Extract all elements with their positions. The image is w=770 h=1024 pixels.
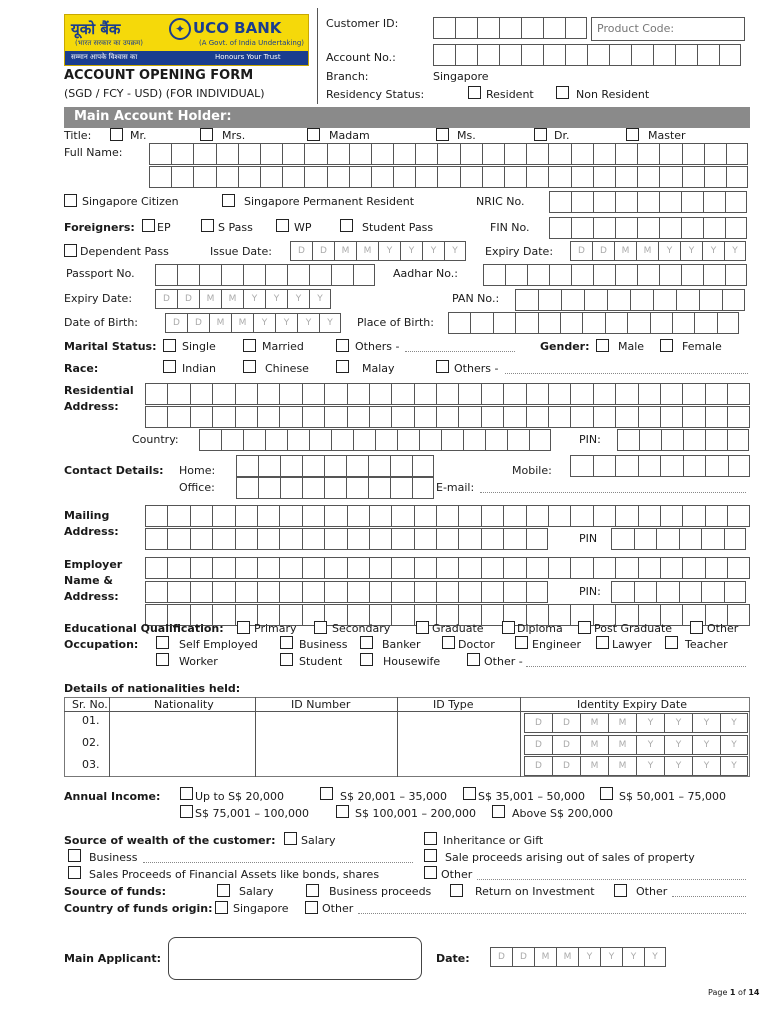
pob-field[interactable] (448, 312, 739, 334)
single-checkbox[interactable] (163, 339, 176, 352)
wealth-inheritance-checkbox[interactable] (424, 832, 437, 845)
graduate-label: Graduate (432, 622, 484, 635)
employer-row-2[interactable] (145, 581, 548, 603)
education-other-label: Other (707, 622, 739, 635)
funds-label: Source of funds: (64, 885, 166, 898)
nationalities-row-3-expiry[interactable]: D D M M Y Y Y Y (524, 756, 748, 776)
wealth-label: Source of wealth of the customer: (64, 834, 276, 847)
title-mrs-label: Mrs. (222, 129, 246, 142)
account-no-label: Account No.: (326, 51, 396, 64)
indian-label: Indian (182, 362, 216, 375)
page-prefix: Page (708, 988, 728, 997)
wealth-property-checkbox[interactable] (424, 849, 437, 862)
marital-others-line[interactable] (405, 351, 515, 352)
office-label: Office: (179, 481, 215, 494)
title-ms-checkbox[interactable] (436, 128, 449, 141)
singapore-citizen-checkbox[interactable] (64, 194, 77, 207)
worker-checkbox[interactable] (156, 653, 169, 666)
diploma-checkbox[interactable] (502, 621, 515, 634)
full-name-row-2[interactable] (149, 166, 748, 188)
income-opt2-checkbox[interactable] (320, 787, 333, 800)
marital-others-label: Others - (355, 340, 400, 353)
nationalities-header-id-number: ID Number (291, 698, 351, 711)
employer-pin-label: PIN: (579, 585, 601, 598)
male-label: Male (618, 340, 645, 353)
nationalities-header-id-type: ID Type (433, 698, 474, 711)
logo-english-text: UCO BANK (193, 19, 282, 37)
income-opt5-checkbox[interactable] (180, 805, 193, 818)
wealth-other-checkbox[interactable] (424, 866, 437, 879)
primary-label: Primary (254, 622, 297, 635)
income-opt4-checkbox[interactable] (600, 787, 613, 800)
wealth-property-label: Sale proceeds arising out of sales of property (445, 851, 695, 864)
married-checkbox[interactable] (243, 339, 256, 352)
self-employed-checkbox[interactable] (156, 636, 169, 649)
single-label: Single (182, 340, 216, 353)
student-checkbox[interactable] (280, 653, 293, 666)
dob-label: Date of Birth: (64, 316, 139, 329)
income-opt7-label: Above S$ 200,000 (512, 807, 613, 820)
full-name-label: Full Name: (64, 146, 123, 159)
primary-checkbox[interactable] (237, 621, 250, 634)
customer-id-label: Customer ID: (326, 17, 399, 30)
malay-checkbox[interactable] (336, 360, 349, 373)
mailing-address-row-1[interactable] (145, 505, 750, 527)
doctor-label: Doctor (458, 638, 495, 651)
banker-checkbox[interactable] (360, 636, 373, 649)
funds-origin-label: Country of funds origin: (64, 902, 213, 915)
engineer-checkbox[interactable] (515, 636, 528, 649)
nationalities-title: Details of nationalities held: (64, 682, 241, 695)
income-opt3-label: S$ 35,001 – 50,000 (478, 790, 585, 803)
account-no-field[interactable] (433, 44, 741, 66)
dependent-pass-label: Dependent Pass (80, 245, 169, 258)
income-opt5-label: S$ 75,001 – 100,000 (195, 807, 309, 820)
pin-label: PIN: (579, 433, 601, 446)
foreigners-label: Foreigners: (64, 221, 135, 234)
housewife-label: Housewife (383, 655, 441, 668)
income-opt1-label: Up to S$ 20,000 (195, 790, 285, 803)
title-dr-label: Dr. (554, 129, 570, 142)
marital-others-checkbox[interactable] (336, 339, 349, 352)
residency-status-label: Residency Status: (326, 88, 425, 101)
home-label: Home: (179, 464, 216, 477)
funds-investment-label: Return on Investment (475, 885, 595, 898)
residential-address-row-2[interactable] (145, 406, 750, 428)
race-label: Race: (64, 362, 99, 375)
resident-checkbox[interactable] (468, 86, 481, 99)
non-resident-checkbox[interactable] (556, 86, 569, 99)
page-total: 14 (748, 988, 760, 997)
secondary-label: Secondary (332, 622, 391, 635)
page-number (708, 988, 759, 997)
nationalities-header-expiry: Identity Expiry Date (577, 698, 687, 711)
self-employed-label: Self Employed (179, 638, 258, 651)
education-label: Educational Qualification: (64, 622, 224, 635)
worker-label: Worker (179, 655, 218, 668)
header-divider (317, 8, 318, 104)
fin-field[interactable] (549, 217, 747, 239)
wealth-business-line[interactable] (143, 862, 413, 863)
student-pass-label: Student Pass (362, 221, 434, 234)
female-checkbox[interactable] (660, 339, 673, 352)
pob-label: Place of Birth: (357, 316, 434, 329)
logo-hindi-text: यूको बैंक (71, 20, 121, 38)
title-madam-label: Madam (329, 129, 370, 142)
nric-label: NRIC No. (476, 195, 525, 208)
residential-label-2: Address: (64, 400, 119, 413)
male-checkbox[interactable] (596, 339, 609, 352)
lawyer-checkbox[interactable] (596, 636, 609, 649)
title-mr-label: Mr. (130, 129, 147, 142)
mailing-pin-label: PIN (579, 532, 598, 545)
post-graduate-label: Post Graduate (594, 622, 673, 635)
funds-salary-checkbox[interactable] (217, 884, 230, 897)
wealth-other-line[interactable] (477, 879, 746, 880)
main-applicant-label: Main Applicant: (64, 952, 162, 965)
issue-date-field[interactable]: D D M M Y Y Y Y (290, 241, 466, 261)
s-pass-label: S Pass (218, 221, 253, 234)
origin-other-checkbox[interactable] (305, 901, 318, 914)
full-name-row-1[interactable] (149, 143, 748, 165)
residential-address-row-1[interactable] (145, 383, 750, 405)
indian-checkbox[interactable] (163, 360, 176, 373)
email-label: E-mail: (436, 481, 475, 494)
income-opt7-checkbox[interactable] (492, 805, 505, 818)
title-label: Title: (64, 129, 92, 142)
logo-hindi-subtext: (भारत सरकार का उपक्रम) (75, 39, 143, 47)
lawyer-label: Lawyer (612, 638, 652, 651)
country-field[interactable] (199, 429, 551, 451)
ep-label: EP (157, 221, 171, 234)
title-mrs-checkbox[interactable] (200, 128, 213, 141)
product-code-field[interactable] (591, 17, 745, 41)
funds-business-label: Business proceeds (329, 885, 432, 898)
dob-field[interactable]: D D M M Y Y Y Y (165, 313, 341, 333)
dependent-pass-checkbox[interactable] (64, 244, 77, 257)
income-opt2-label: S$ 20,001 – 35,000 (340, 790, 447, 803)
wealth-salary-checkbox[interactable] (284, 832, 297, 845)
main-holder-section-title: Main Account Holder: (74, 109, 232, 124)
passport-field[interactable] (155, 264, 375, 286)
singapore-pr-checkbox[interactable] (222, 194, 235, 207)
title-ms-label: Ms. (457, 129, 476, 142)
student-label: Student (299, 655, 343, 668)
nationalities-row-2-sr: 02. (82, 736, 100, 749)
wealth-inheritance-label: Inheritance or Gift (443, 834, 544, 847)
footer-date-label: Date: (436, 952, 470, 965)
secondary-checkbox[interactable] (314, 621, 327, 634)
nationalities-row-1-sr: 01. (82, 714, 100, 727)
footer-date-field[interactable]: D D M M Y Y Y Y (490, 947, 666, 967)
mobile-label: Mobile: (512, 464, 552, 477)
occupation-other-checkbox[interactable] (467, 653, 480, 666)
wp-checkbox[interactable] (276, 219, 289, 232)
mailing-pin-field[interactable] (611, 528, 746, 550)
income-opt1-checkbox[interactable] (180, 787, 193, 800)
funds-salary-label: Salary (239, 885, 274, 898)
race-others-checkbox[interactable] (436, 360, 449, 373)
s-pass-checkbox[interactable] (201, 219, 214, 232)
nationalities-header-sr: Sr. No. (72, 698, 108, 711)
employer-label-2: Name & (64, 574, 113, 587)
nric-field[interactable] (549, 191, 747, 213)
country-label: Country: (132, 433, 179, 446)
funds-other-line[interactable] (672, 896, 746, 897)
expiry-date-field[interactable]: D D M M Y Y Y Y (570, 241, 746, 261)
ep-checkbox[interactable] (142, 219, 155, 232)
wealth-business-checkbox[interactable] (68, 849, 81, 862)
funds-other-label: Other (636, 885, 668, 898)
form-subtitle: (SGD / FCY - USD) (FOR INDIVIDUAL) (64, 87, 265, 100)
origin-other-line[interactable] (358, 913, 746, 914)
passport-expiry-label: Expiry Date: (64, 292, 133, 305)
funds-other-checkbox[interactable] (614, 884, 627, 897)
logo-tagline-strip (65, 51, 308, 65)
non-resident-label: Non Resident (576, 88, 650, 101)
employer-row-1[interactable] (145, 557, 750, 579)
title-master-label: Master (648, 129, 686, 142)
logo-tagline-hindi: सम्मान आपके विश्वास का (71, 53, 138, 61)
education-other-checkbox[interactable] (690, 621, 703, 634)
singapore-citizen-label: Singapore Citizen (82, 195, 179, 208)
resident-label: Resident (486, 88, 534, 101)
income-opt4-label: S$ 50,001 – 75,000 (619, 790, 726, 803)
race-others-label: Others - (454, 362, 499, 375)
title-madam-checkbox[interactable] (307, 128, 320, 141)
marital-status-label: Marital Status: (64, 340, 157, 353)
page-of: of (738, 988, 746, 997)
customer-id-field[interactable] (433, 17, 587, 39)
married-label: Married (262, 340, 304, 353)
residential-label-1: Residential (64, 384, 134, 397)
engineer-label: Engineer (532, 638, 581, 651)
chinese-label: Chinese (265, 362, 309, 375)
title-master-checkbox[interactable] (626, 128, 639, 141)
singapore-pr-label: Singapore Permanent Resident (244, 195, 415, 208)
annual-income-label: Annual Income: (64, 790, 161, 803)
nationalities-row-2-expiry[interactable]: D D M M Y Y Y Y (524, 735, 748, 755)
income-opt6-checkbox[interactable] (336, 805, 349, 818)
wealth-financial-checkbox[interactable] (68, 866, 81, 879)
expiry-date-label: Expiry Date: (485, 245, 554, 258)
logo-english-subtext: (A Govt. of India Undertaking) (199, 39, 304, 47)
chinese-checkbox[interactable] (243, 360, 256, 373)
office-phone-field[interactable] (236, 477, 434, 499)
malay-label: Malay (362, 362, 395, 375)
nationalities-row-1-expiry[interactable]: D D M M Y Y Y Y (524, 713, 748, 733)
uco-emblem-icon: ✦ (169, 18, 191, 40)
teacher-checkbox[interactable] (665, 636, 678, 649)
passport-label: Passport No. (66, 267, 135, 280)
diploma-label: Diploma (517, 622, 563, 635)
logo-tagline-english: Honours Your Trust (215, 53, 281, 61)
mailing-label-2: Address: (64, 525, 119, 538)
main-applicant-signature-box[interactable] (168, 937, 422, 980)
doctor-checkbox[interactable] (442, 636, 455, 649)
origin-singapore-label: Singapore (233, 902, 289, 915)
occupation-other-line[interactable] (526, 666, 746, 667)
origin-singapore-checkbox[interactable] (215, 901, 228, 914)
aadhar-field[interactable] (483, 264, 747, 286)
page-current: 1 (729, 988, 736, 997)
issue-date-label: Issue Date: (210, 245, 272, 258)
aadhar-label: Aadhar No.: (393, 267, 458, 280)
fin-label: FIN No. (490, 221, 530, 234)
wp-label: WP (294, 221, 312, 234)
income-opt3-checkbox[interactable] (463, 787, 476, 800)
mailing-address-row-2[interactable] (145, 528, 548, 550)
passport-expiry-field[interactable]: D D M M Y Y Y Y (155, 289, 331, 309)
post-graduate-checkbox[interactable] (578, 621, 591, 634)
race-others-line[interactable] (505, 373, 748, 374)
wealth-salary-label: Salary (301, 834, 336, 847)
home-phone-field[interactable] (236, 455, 434, 477)
mobile-field[interactable] (570, 455, 750, 477)
form-title: ACCOUNT OPENING FORM (64, 68, 254, 83)
mailing-label-1: Mailing (64, 509, 110, 522)
funds-business-checkbox[interactable] (306, 884, 319, 897)
uco-bank-logo (64, 14, 309, 66)
occupation-label: Occupation: (64, 638, 139, 651)
wealth-financial-label: Sales Proceeds of Financial Assets like bonds, shares (89, 868, 380, 881)
pan-field[interactable] (515, 289, 745, 311)
contact-details-label: Contact Details: (64, 464, 164, 477)
employer-label-3: Address: (64, 590, 119, 603)
employer-pin-field[interactable] (611, 581, 746, 603)
product-code-placeholder: Product Code: (597, 22, 675, 35)
wealth-business-label: Business (89, 851, 138, 864)
business-checkbox[interactable] (280, 636, 293, 649)
employer-label-1: Employer (64, 558, 123, 571)
banker-label: Banker (382, 638, 421, 651)
branch-value: Singapore (433, 70, 489, 83)
income-opt6-label: S$ 100,001 – 200,000 (355, 807, 476, 820)
title-mr-checkbox[interactable] (110, 128, 123, 141)
origin-other-label: Other (322, 902, 354, 915)
business-label: Business (299, 638, 348, 651)
nationalities-row-3-sr: 03. (82, 758, 100, 771)
female-label: Female (682, 340, 722, 353)
email-line[interactable] (480, 492, 746, 493)
graduate-checkbox[interactable] (416, 621, 429, 634)
pin-field[interactable] (617, 429, 749, 451)
gender-label: Gender: (540, 340, 590, 353)
occupation-other-label: Other - (484, 655, 523, 668)
wealth-other-label: Other (441, 868, 473, 881)
student-pass-checkbox[interactable] (340, 219, 353, 232)
branch-label: Branch: (326, 70, 369, 83)
main-holder-section-bar (64, 107, 750, 128)
teacher-label: Teacher (685, 638, 728, 651)
pan-label: PAN No.: (452, 292, 500, 305)
title-dr-checkbox[interactable] (534, 128, 547, 141)
housewife-checkbox[interactable] (360, 653, 373, 666)
nationalities-header-nationality: Nationality (154, 698, 214, 711)
funds-investment-checkbox[interactable] (450, 884, 463, 897)
